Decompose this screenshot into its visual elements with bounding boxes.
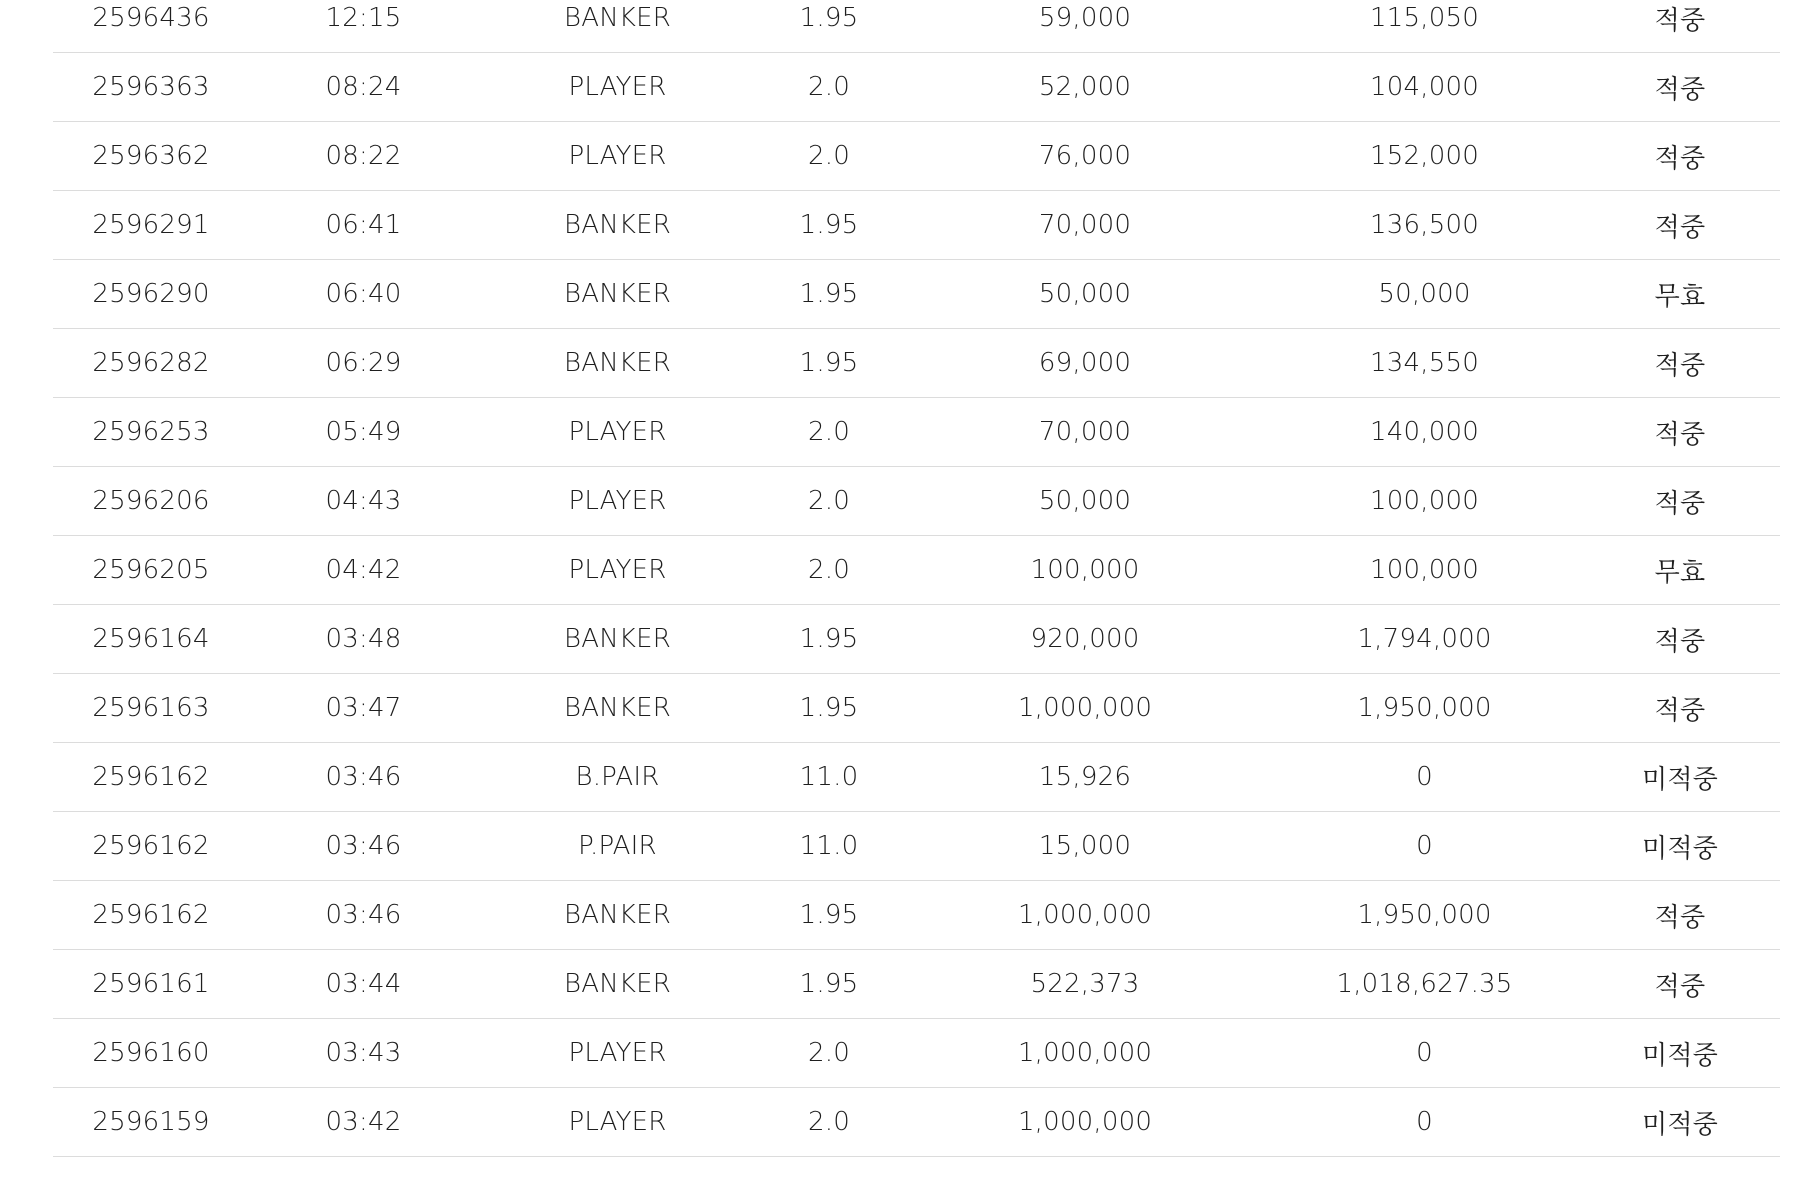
round-number-cell: 2596162 xyxy=(53,743,249,812)
round-number-cell: 2596164 xyxy=(53,605,249,674)
bet-amount-cell: 1,000,000 xyxy=(901,1088,1269,1157)
bet-pick-cell: PLAYER xyxy=(478,536,757,605)
round-number-cell: 2596291 xyxy=(53,191,249,260)
bet-pick-cell: BANKER xyxy=(478,329,757,398)
bet-time-cell: 05:49 xyxy=(249,398,478,467)
bet-amount-cell: 522,373 xyxy=(901,950,1269,1019)
table-row xyxy=(53,122,1780,191)
odds-cell: 1.95 xyxy=(757,260,901,329)
win-amount-cell: 0 xyxy=(1269,1019,1580,1088)
bet-amount-cell: 50,000 xyxy=(901,260,1269,329)
bet-time-cell: 03:43 xyxy=(249,1019,478,1088)
bet-amount-cell: 69,000 xyxy=(901,329,1269,398)
bet-pick-cell: PLAYER xyxy=(478,1088,757,1157)
odds-cell: 1.95 xyxy=(757,191,901,260)
win-amount-cell: 1,794,000 xyxy=(1269,605,1580,674)
table-row xyxy=(53,1019,1780,1088)
win-amount-cell: 0 xyxy=(1269,1088,1580,1157)
result-status-cell: 적중 xyxy=(1580,398,1780,467)
odds-cell: 1.95 xyxy=(757,674,901,743)
bet-pick-cell: PLAYER xyxy=(478,1019,757,1088)
table-row xyxy=(53,329,1780,398)
result-status-cell: 적중 xyxy=(1580,0,1780,53)
bet-amount-cell: 1,000,000 xyxy=(901,881,1269,950)
round-number-cell: 2596163 xyxy=(53,674,249,743)
bet-time-cell: 03:46 xyxy=(249,743,478,812)
win-amount-cell: 1,950,000 xyxy=(1269,881,1580,950)
result-status-cell: 적중 xyxy=(1580,467,1780,536)
table-row xyxy=(53,467,1780,536)
result-status-cell: 적중 xyxy=(1580,881,1780,950)
win-amount-cell: 1,950,000 xyxy=(1269,674,1580,743)
odds-cell: 2.0 xyxy=(757,467,901,536)
odds-cell: 1.95 xyxy=(757,605,901,674)
odds-cell: 11.0 xyxy=(757,812,901,881)
bet-amount-cell: 100,000 xyxy=(901,536,1269,605)
bet-pick-cell: P.PAIR xyxy=(478,812,757,881)
win-amount-cell: 100,000 xyxy=(1269,467,1580,536)
round-number-cell: 2596253 xyxy=(53,398,249,467)
result-status-cell: 적중 xyxy=(1580,122,1780,191)
odds-cell: 1.95 xyxy=(757,881,901,950)
bet-amount-cell: 70,000 xyxy=(901,398,1269,467)
table-row xyxy=(53,950,1780,1019)
odds-cell: 1.95 xyxy=(757,950,901,1019)
bet-pick-cell: BANKER xyxy=(478,674,757,743)
table-row xyxy=(53,260,1780,329)
bet-pick-cell: BANKER xyxy=(478,605,757,674)
bet-pick-cell: BANKER xyxy=(478,950,757,1019)
bet-time-cell: 03:44 xyxy=(249,950,478,1019)
odds-cell: 1.95 xyxy=(757,329,901,398)
table-row xyxy=(53,812,1780,881)
bet-time-cell: 06:41 xyxy=(249,191,478,260)
round-number-cell: 2596161 xyxy=(53,950,249,1019)
win-amount-cell: 140,000 xyxy=(1269,398,1580,467)
odds-cell: 2.0 xyxy=(757,1019,901,1088)
round-number-cell: 2596206 xyxy=(53,467,249,536)
bet-amount-cell: 920,000 xyxy=(901,605,1269,674)
bet-time-cell: 03:48 xyxy=(249,605,478,674)
win-amount-cell: 104,000 xyxy=(1269,53,1580,122)
bet-pick-cell: PLAYER xyxy=(478,398,757,467)
bet-pick-cell: PLAYER xyxy=(478,122,757,191)
bet-time-cell: 06:40 xyxy=(249,260,478,329)
round-number-cell: 2596162 xyxy=(53,881,249,950)
result-status-cell: 미적중 xyxy=(1580,1088,1780,1157)
bet-pick-cell: PLAYER xyxy=(478,467,757,536)
bet-amount-cell: 52,000 xyxy=(901,53,1269,122)
result-status-cell: 무효 xyxy=(1580,260,1780,329)
bet-history-table xyxy=(53,0,1780,1157)
result-status-cell: 적중 xyxy=(1580,605,1780,674)
bet-time-cell: 03:46 xyxy=(249,812,478,881)
win-amount-cell: 50,000 xyxy=(1269,260,1580,329)
odds-cell: 2.0 xyxy=(757,122,901,191)
result-status-cell: 미적중 xyxy=(1580,743,1780,812)
bet-pick-cell: BANKER xyxy=(478,0,757,53)
bet-pick-cell: BANKER xyxy=(478,191,757,260)
bet-amount-cell: 50,000 xyxy=(901,467,1269,536)
result-status-cell: 적중 xyxy=(1580,191,1780,260)
win-amount-cell: 1,018,627.35 xyxy=(1269,950,1580,1019)
table-row xyxy=(53,743,1780,812)
table-row xyxy=(53,0,1780,53)
table-row xyxy=(53,398,1780,467)
round-number-cell: 2596363 xyxy=(53,53,249,122)
bet-time-cell: 03:47 xyxy=(249,674,478,743)
bet-amount-cell: 76,000 xyxy=(901,122,1269,191)
win-amount-cell: 152,000 xyxy=(1269,122,1580,191)
result-status-cell: 무효 xyxy=(1580,536,1780,605)
table-row xyxy=(53,191,1780,260)
bet-history-table-container xyxy=(53,0,1780,1157)
odds-cell: 2.0 xyxy=(757,536,901,605)
bet-pick-cell: B.PAIR xyxy=(478,743,757,812)
round-number-cell: 2596162 xyxy=(53,812,249,881)
win-amount-cell: 0 xyxy=(1269,812,1580,881)
round-number-cell: 2596205 xyxy=(53,536,249,605)
bet-amount-cell: 59,000 xyxy=(901,0,1269,53)
odds-cell: 2.0 xyxy=(757,398,901,467)
table-row xyxy=(53,53,1780,122)
win-amount-cell: 0 xyxy=(1269,743,1580,812)
table-row xyxy=(53,1088,1780,1157)
bet-time-cell: 04:42 xyxy=(249,536,478,605)
bet-amount-cell: 70,000 xyxy=(901,191,1269,260)
win-amount-cell: 136,500 xyxy=(1269,191,1580,260)
odds-cell: 1.95 xyxy=(757,0,901,53)
result-status-cell: 적중 xyxy=(1580,674,1780,743)
bet-time-cell: 08:24 xyxy=(249,53,478,122)
bet-pick-cell: PLAYER xyxy=(478,53,757,122)
bet-time-cell: 08:22 xyxy=(249,122,478,191)
bet-time-cell: 03:46 xyxy=(249,881,478,950)
table-row xyxy=(53,674,1780,743)
bet-pick-cell: BANKER xyxy=(478,881,757,950)
round-number-cell: 2596436 xyxy=(53,0,249,53)
table-row xyxy=(53,536,1780,605)
bet-amount-cell: 1,000,000 xyxy=(901,1019,1269,1088)
result-status-cell: 적중 xyxy=(1580,53,1780,122)
result-status-cell: 적중 xyxy=(1580,329,1780,398)
odds-cell: 2.0 xyxy=(757,53,901,122)
bet-time-cell: 04:43 xyxy=(249,467,478,536)
round-number-cell: 2596282 xyxy=(53,329,249,398)
bet-time-cell: 06:29 xyxy=(249,329,478,398)
win-amount-cell: 115,050 xyxy=(1269,0,1580,53)
bet-time-cell: 12:15 xyxy=(249,0,478,53)
odds-cell: 11.0 xyxy=(757,743,901,812)
win-amount-cell: 100,000 xyxy=(1269,536,1580,605)
win-amount-cell: 134,550 xyxy=(1269,329,1580,398)
result-status-cell: 적중 xyxy=(1580,950,1780,1019)
round-number-cell: 2596362 xyxy=(53,122,249,191)
odds-cell: 2.0 xyxy=(757,1088,901,1157)
round-number-cell: 2596160 xyxy=(53,1019,249,1088)
result-status-cell: 미적중 xyxy=(1580,1019,1780,1088)
round-number-cell: 2596290 xyxy=(53,260,249,329)
bet-amount-cell: 15,926 xyxy=(901,743,1269,812)
bet-amount-cell: 15,000 xyxy=(901,812,1269,881)
result-status-cell: 미적중 xyxy=(1580,812,1780,881)
bet-amount-cell: 1,000,000 xyxy=(901,674,1269,743)
table-row xyxy=(53,605,1780,674)
round-number-cell: 2596159 xyxy=(53,1088,249,1157)
table-row xyxy=(53,881,1780,950)
bet-time-cell: 03:42 xyxy=(249,1088,478,1157)
bet-pick-cell: BANKER xyxy=(478,260,757,329)
bet-history-rows xyxy=(53,0,1780,1157)
